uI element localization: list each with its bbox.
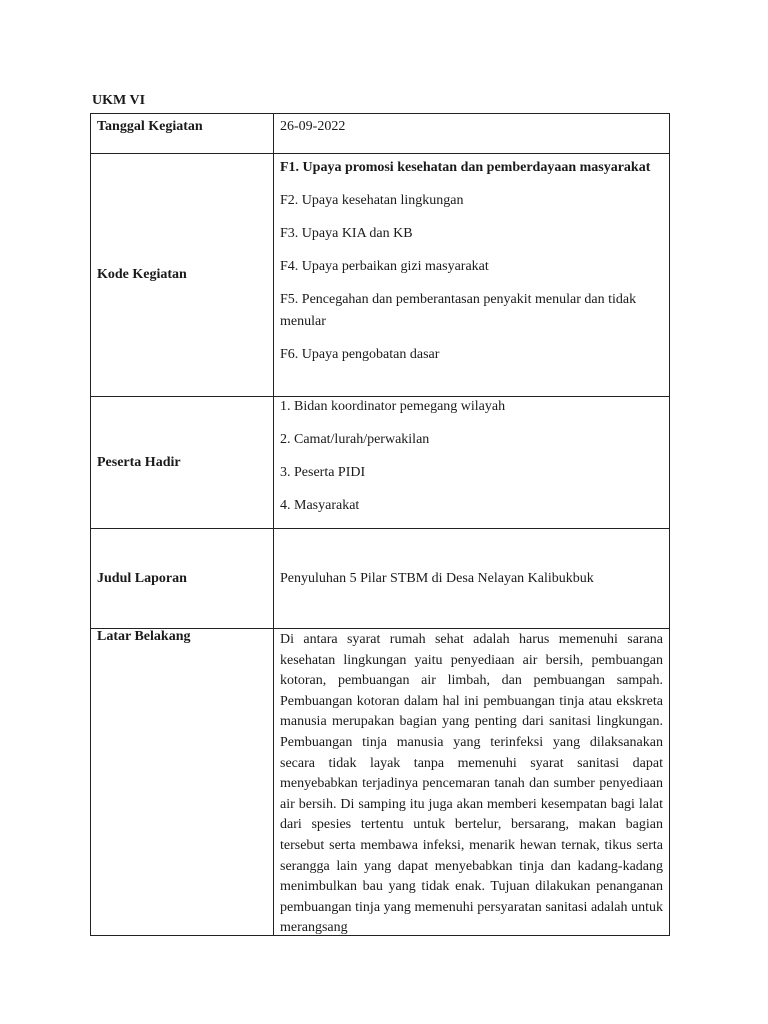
activity-report-table: [90, 113, 670, 936]
table-row-tanggal: [91, 114, 670, 154]
kode-cell: [274, 154, 670, 397]
kode-label: Kode Kegiatan: [91, 154, 274, 397]
kode-item: F6. Upaya pengobatan dasar: [280, 347, 440, 362]
kode-item: F4. Upaya perbaikan gizi masyarakat: [280, 259, 489, 274]
peserta-item: 3. Peserta PIDI: [280, 465, 366, 480]
kode-item: F2. Upaya kesehatan lingkungan: [280, 193, 464, 208]
latar-text: Di antara syarat rumah sehat adalah harus memenuhi sarana kesehatan lingkungan yaitu penyediaan air bersih, pembuangan kotoran, pembuangan air limbah, dan pembuangan sampah. Pembuangan kotoran dalam hal ini pembuangan tinja atau ekskreta manusia merupakan bagian yang penting dari sanitasi lingkungan. Pembuangan tinja manusia yang terinfeksi yang dilaksanakan secara tidak layak tanpa memenuhi syarat sanitasi dapat menyebabkan terjadinya pencemaran tanah dan sumber penyediaan air bersih. Di samping itu juga akan memberi kesempatan bagi lalat dari spesies tertentu untuk bertelur, bersarang, makan bagian tersebut serta membawa infeksi, menarik hewan ternak, tikus serta serangga lain yang dapat menyebabkan tinja dan kadang-kadang menimbulkan bau yang tidak enak. Tujuan dilakukan penanganan pembuangan tinja yang memenuhi persyaratan sanitasi adalah untuk merangsang: [280, 632, 663, 935]
kode-item: F5. Pencegahan dan pemberantasan penyakit menular dan tidak menular: [280, 292, 637, 329]
document-heading: UKM VI: [92, 93, 146, 108]
table-row-judul: [91, 529, 670, 629]
latar-cell: [274, 629, 670, 936]
table-row-kode: [91, 154, 670, 397]
kode-item: F1. Upaya promosi kesehatan dan pemberdayaan masyarakat: [280, 160, 651, 175]
table-row-latar: [91, 629, 670, 936]
peserta-label: Peserta Hadir: [91, 397, 274, 529]
kode-list: [280, 154, 663, 366]
kode-item: F3. Upaya KIA dan KB: [280, 226, 413, 241]
table-row-peserta: [91, 397, 670, 529]
peserta-item: 1. Bidan koordinator pemegang wilayah: [280, 399, 506, 414]
peserta-list: [280, 397, 663, 516]
peserta-cell: [274, 397, 670, 529]
peserta-item: 4. Masyarakat: [280, 498, 360, 513]
judul-value: Penyuluhan 5 Pilar STBM di Desa Nelayan Kalibukbuk: [274, 529, 670, 629]
tanggal-label: Tanggal Kegiatan: [91, 114, 274, 154]
latar-label: Latar Belakang: [91, 629, 274, 936]
judul-label: Judul Laporan: [91, 529, 274, 629]
tanggal-value: 26-09-2022: [274, 114, 670, 154]
peserta-item: 2. Camat/lurah/perwakilan: [280, 432, 430, 447]
